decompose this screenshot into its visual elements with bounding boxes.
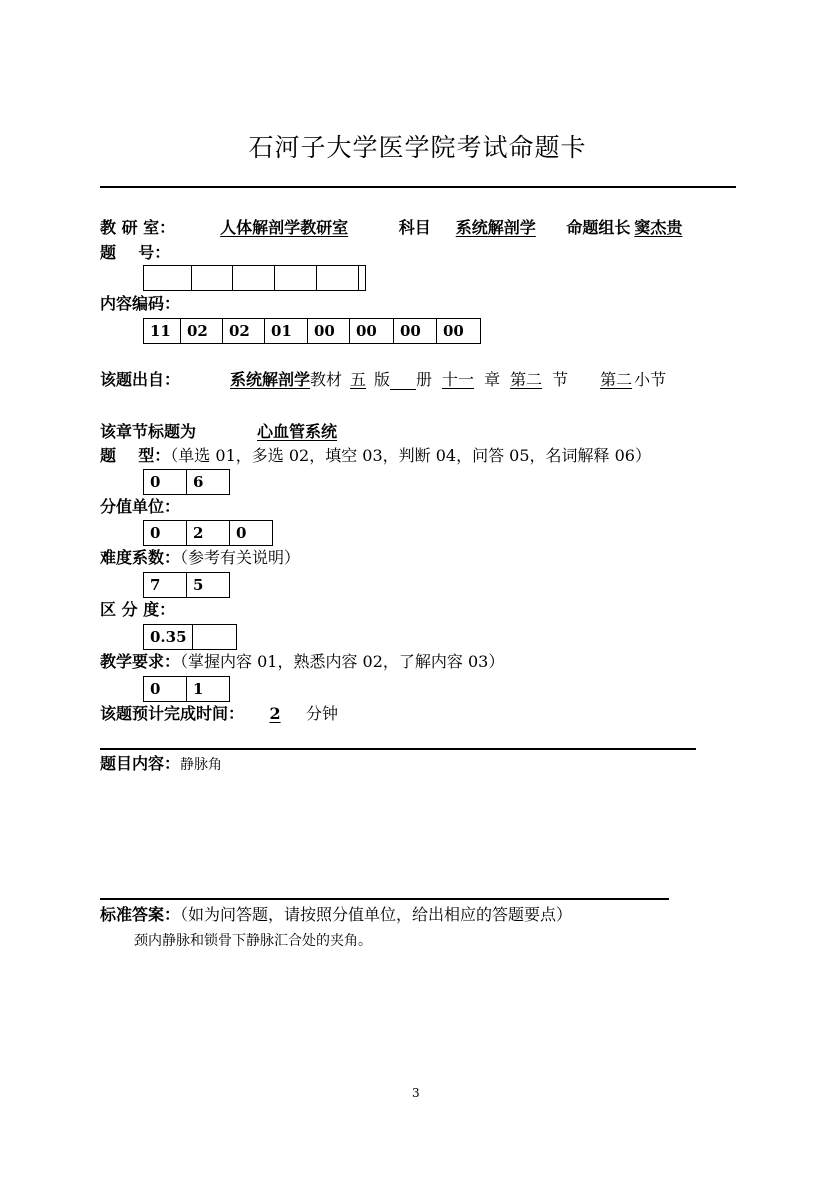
qtype-row xyxy=(100,446,651,466)
content-label: 题目内容： xyxy=(100,754,181,773)
source-volume-blank xyxy=(390,371,416,390)
question-no-cell xyxy=(275,266,317,290)
qtype-note: （单选 01，多选 02，填空 03，判断 04，问答 05，名词解释 06） xyxy=(170,446,651,465)
answer-label: 标准答案： xyxy=(100,905,181,924)
question-no-cell xyxy=(192,266,234,290)
content-value: 静脉角 xyxy=(180,757,223,773)
question-no-boxes xyxy=(143,265,366,291)
score-unit-label: 分值单位： xyxy=(100,497,181,516)
question-no-cell xyxy=(317,266,359,290)
content-code-label: 内容编码： xyxy=(100,294,181,313)
source-chapter: 十一 xyxy=(442,370,475,389)
difficulty-label: 难度系数： xyxy=(100,548,181,567)
qtype-cell: 0 xyxy=(144,470,187,494)
chapter-title-label: 该章节标题为 xyxy=(100,422,197,441)
content-row xyxy=(100,754,222,774)
subject-value: 系统解剖学 xyxy=(455,218,536,237)
content-code-cell: 11 xyxy=(144,319,181,343)
discrimination-cell: 0.35 xyxy=(144,625,193,649)
content-code-cell: 00 xyxy=(443,322,464,340)
question-no-cell xyxy=(144,266,192,290)
difficulty-note: （参考有关说明） xyxy=(180,548,301,567)
score-unit-cell: 0 xyxy=(144,521,187,545)
difficulty-cell: 7 xyxy=(144,573,187,597)
requirement-cell: 1 xyxy=(193,680,204,698)
content-code-cell: 02 xyxy=(181,319,223,343)
question-no-cell xyxy=(233,266,275,290)
source-text-4: 章 xyxy=(484,370,501,389)
answer-rule xyxy=(100,898,669,900)
requirement-note: （掌握内容 01，熟悉内容 02，了解内容 03） xyxy=(180,652,505,671)
discrimination-cell xyxy=(193,625,236,649)
answer-value: 颈内静脉和锁骨下静脉汇合处的夹角。 xyxy=(134,933,372,949)
page-title: 石河子大学医学院考试命题卡 xyxy=(248,133,587,162)
time-row xyxy=(100,704,338,724)
source-subsection: 第二 xyxy=(600,370,633,389)
content-rule xyxy=(100,748,696,750)
discrimination-label: 区 分 度： xyxy=(100,600,176,619)
qtype-boxes xyxy=(143,469,230,495)
content-code-cell: 00 xyxy=(394,319,437,343)
content-code-cell: 02 xyxy=(223,319,265,343)
source-text-5: 节 xyxy=(552,370,569,389)
source-edition: 五 xyxy=(350,370,367,389)
title-rule xyxy=(100,186,736,188)
source-text-2: 版 xyxy=(374,370,391,389)
content-code-cell: 01 xyxy=(265,319,308,343)
leader-label: 命题组长 xyxy=(566,218,631,237)
subject-label: 科目 xyxy=(398,218,431,237)
content-code-boxes xyxy=(143,318,481,344)
source-row xyxy=(100,370,666,390)
answer-row xyxy=(100,905,572,925)
score-unit-cell: 0 xyxy=(236,524,247,542)
source-text-6: 小节 xyxy=(634,370,667,389)
time-value: 2 xyxy=(269,704,281,723)
source-book: 系统解剖学 xyxy=(230,370,311,389)
requirement-row xyxy=(100,652,504,672)
answer-note: （如为问答题，请按照分值单位，给出相应的答题要点） xyxy=(180,905,573,924)
content-code-cell: 00 xyxy=(308,319,350,343)
question-no-cell xyxy=(359,266,365,290)
dept-row xyxy=(100,218,682,238)
dept-value: 人体解剖学教研室 xyxy=(220,218,349,237)
content-code-cell: 00 xyxy=(350,319,394,343)
chapter-title-row xyxy=(100,422,398,442)
leader-value: 窦杰贵 xyxy=(634,218,683,237)
discrimination-boxes xyxy=(143,624,237,650)
qtype-cell: 6 xyxy=(193,473,204,491)
time-unit: 分钟 xyxy=(306,704,339,723)
requirement-boxes xyxy=(143,676,230,702)
source-text-1: 教材 xyxy=(310,370,343,389)
dept-label: 教 研 室： xyxy=(100,218,176,237)
difficulty-cell: 5 xyxy=(193,576,204,594)
source-label: 该题出自： xyxy=(100,370,181,389)
question-no-label: 题 号： xyxy=(100,243,171,262)
source-section: 第二 xyxy=(510,370,543,389)
difficulty-boxes xyxy=(143,572,230,598)
difficulty-row xyxy=(100,548,300,568)
chapter-title-value: 心血管系统 xyxy=(257,422,338,441)
qtype-label: 题 型： xyxy=(100,446,171,465)
score-unit-boxes xyxy=(143,520,273,546)
requirement-label: 教学要求： xyxy=(100,652,181,671)
page-number: 3 xyxy=(412,1086,420,1100)
score-unit-cell: 2 xyxy=(187,521,230,545)
time-label: 该题预计完成时间： xyxy=(100,704,245,723)
source-text-3: 册 xyxy=(416,370,433,389)
requirement-cell: 0 xyxy=(144,677,187,701)
